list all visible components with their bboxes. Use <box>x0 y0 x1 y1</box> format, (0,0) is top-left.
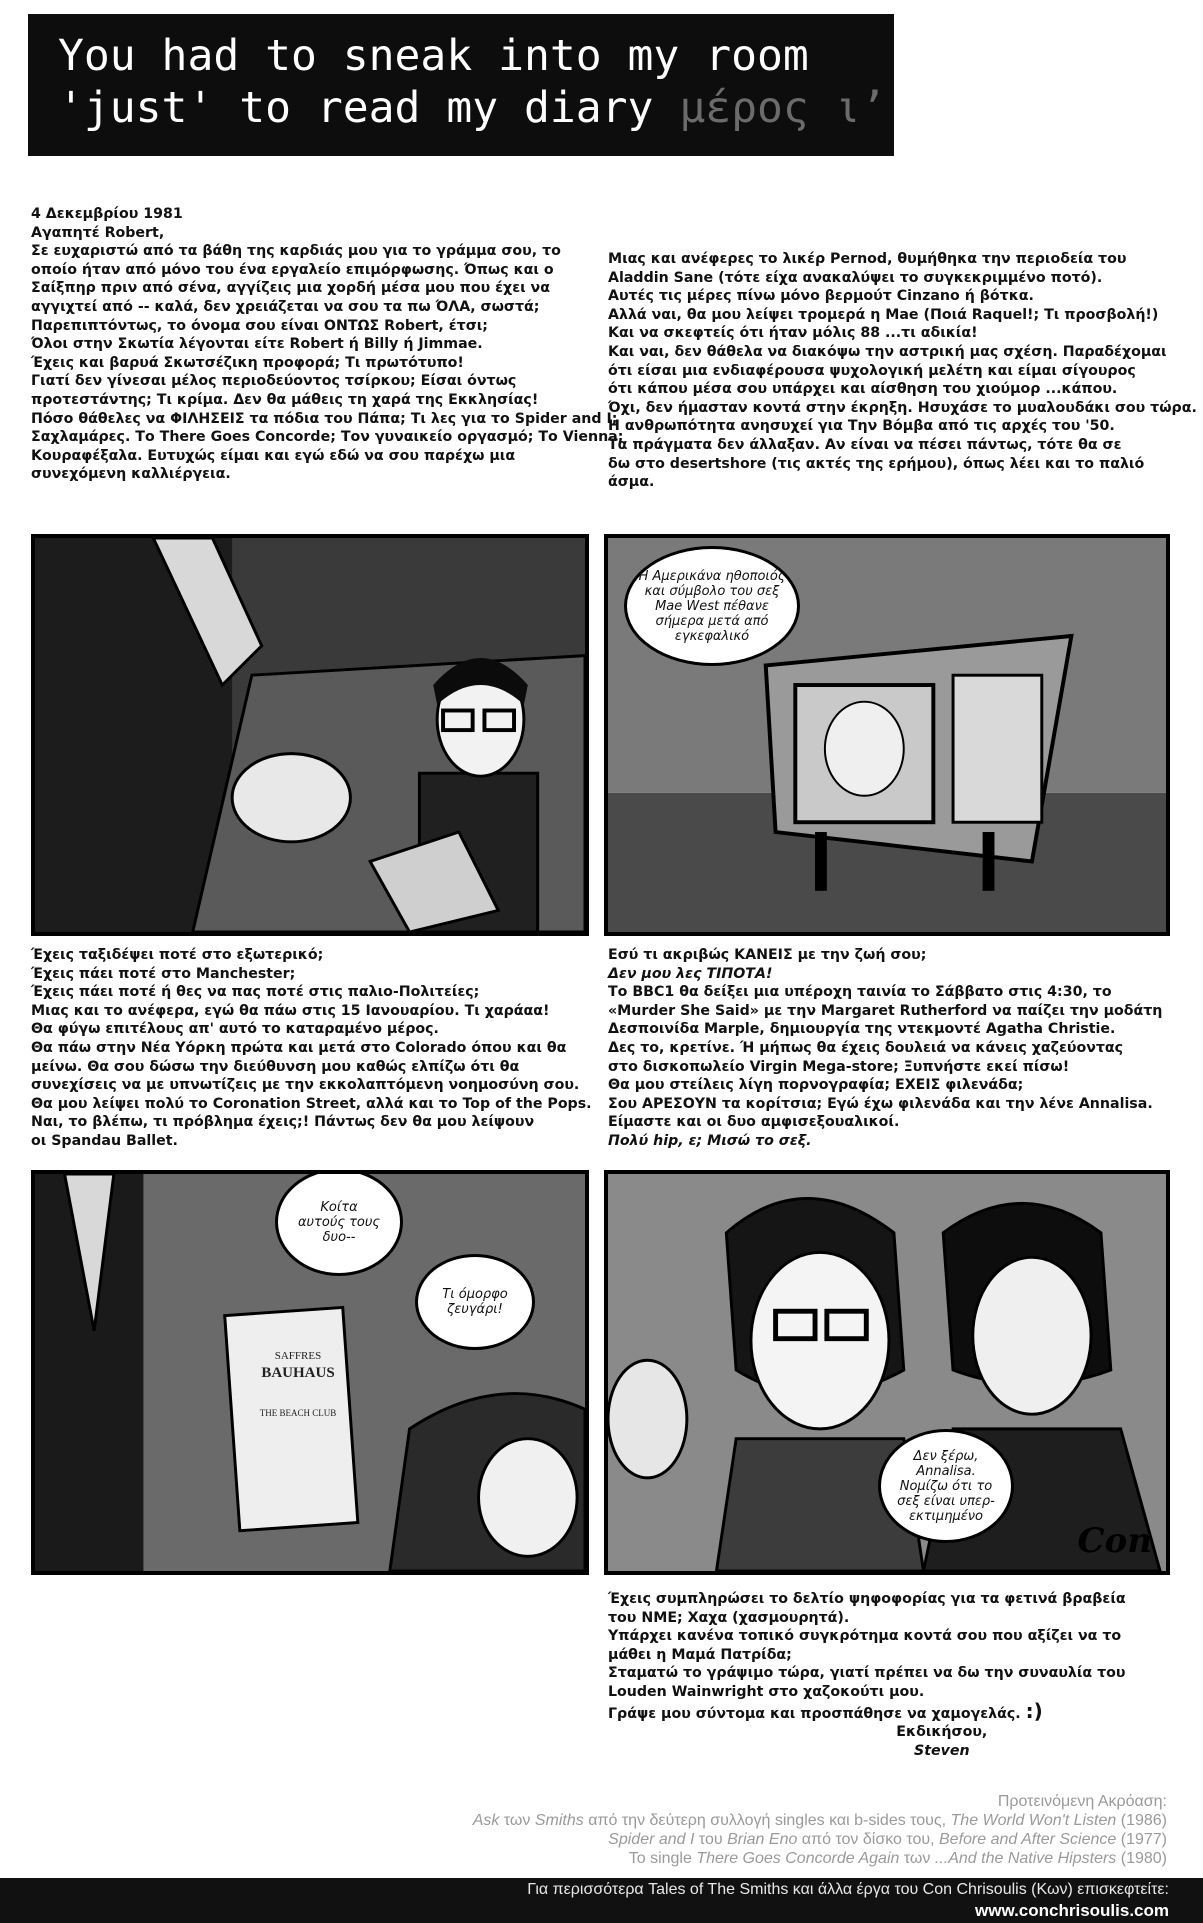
letter-line: Δες το, κρετίνε. Ή μήπως θα έχεις δουλειά να κάνεις χαζεύοντας <box>608 1039 1124 1056</box>
letter-line: Σου ΑΡΕΣΟΥΝ τα κορίτσια; Εγώ έχω φιλενάδα και την λένε Annalisa. <box>608 1095 1153 1112</box>
rec-artist: Smiths <box>534 1812 584 1829</box>
rec-text: από την δεύτερη συλλογή singles και b-sides τους, <box>583 1812 951 1829</box>
letter-line: Σαίξπηρ πριν από σένα, αγγίζεις μια χορδή μέσα μου που έχει να <box>31 280 550 297</box>
letter-line: συνεχίσεις να με υπνωτίζεις με την εκκολαπτόμενη νοημοσύνη σου. <box>31 1077 580 1094</box>
letter-line: συνεχόμενη καλλιέργεια. <box>31 466 231 483</box>
letter-line: Ναι, το βλέπω, τι πρόβλημα έχεις;! Πάντως δεν θα μου λείψουν <box>31 1114 535 1131</box>
speech-balloon-couple-text: Τι όμορφο ζευγάρι! <box>442 1287 508 1317</box>
rec-song: There Goes Concorde Again <box>696 1850 900 1867</box>
letter-line: Όχι, δεν ήμασταν κοντά στην έκρηξη. Ησυχάσε το μυαλουδάκι σου τώρα. <box>608 399 1197 416</box>
letter-line: Εσύ τι ακριβώς ΚΑΝΕΙΣ με την ζωή σου; <box>608 947 927 963</box>
letter-line: Θα φύγω επιτέλους απ' αυτό το καταραμένο μέρος. <box>31 1021 439 1038</box>
letter-line: ότι είσαι μια ενδιαφέρουσα ψυχολογική μελέτη και είμαι σίγουρος <box>608 362 1136 379</box>
letter-line: μάθει η Μαμά Πατρίδα; <box>608 1646 792 1663</box>
rec-song: Spider and I <box>608 1831 695 1848</box>
letter-line: οι Spandau Ballet. <box>31 1132 178 1149</box>
letter-line: Κουραφέξαλα. Ευτυχώς είμαι και εγώ εδώ να σου παρέχω μια <box>31 447 516 464</box>
letter-line: Όλοι στην Σκωτία λέγονται είτε Robert ή Billy ή Jimmae. <box>31 336 483 353</box>
recommended-listening-heading: Προτεινόμενη Ακρόαση: <box>997 1793 1167 1810</box>
letter-line: Πολύ hip, ε; Μισώ το σεξ. <box>608 1132 812 1149</box>
letter-line: Θα μου λείψει πολύ το Coronation Street, αλλά και το Top of the Pops. <box>31 1095 592 1112</box>
rec-artist: Brian Eno <box>727 1831 798 1848</box>
letter-line: Θα πάω στην Νέα Υόρκη πρώτα και μετά στο Colorado όπου και θα <box>31 1039 567 1056</box>
letter-line: Μιας και ανέφερες το λικέρ Pernod, θυμήθηκα την περιοδεία του <box>608 251 1127 267</box>
letter-line: προτεστάντης; Τι κρίμα. Δεν θα μάθεις τη χαρά της Εκκλησίας! <box>31 391 539 408</box>
recommended-item <box>473 1830 1167 1849</box>
letter-line: Τα πράγματα δεν άλλαξαν. Αν είναι να πέσει πάντως, τότε θα σε <box>608 436 1122 453</box>
letter-line: δω στο desertshore (τις ακτές της ερήμου), όπως λέει και το παλιό <box>608 455 1145 472</box>
letter-line: ότι κάπου μέσα σου υπάρχει και αίσθηση του χιούμορ ...κάπου. <box>608 381 1118 398</box>
rec-song: Ask <box>472 1812 500 1829</box>
letter-line: «Murder She Said» με την Margaret Rutherford να παίζει την μοδάτη <box>608 1002 1163 1019</box>
rec-text: των <box>499 1812 535 1829</box>
letter-line: Σε ευχαριστώ από τα βάθη της καρδιάς μου για το γράμμα σου, το <box>31 243 561 260</box>
rec-year: (1986) <box>1116 1812 1167 1829</box>
letter-line: Δεν μου λες ΤΙΠΟΤΑ! <box>608 965 773 982</box>
gig-poster <box>243 1349 353 1443</box>
speech-balloon-tv-news <box>624 546 800 666</box>
title-part-number: μέρος ι’ <box>679 83 887 133</box>
letter-line: οποίο ήταν από μόνο του ένα εργαλείο επιμόρφωσης. Όπως και ο <box>31 261 554 278</box>
title-banner <box>28 14 894 156</box>
smiley-face: :) <box>1025 1698 1043 1723</box>
letter-line: Louden Wainwright στο χαζοκούτι μου. <box>608 1683 925 1700</box>
letter-line: Γιατί δεν γίνεσαι μέλος περιοδεύοντος τσίρκου; Είσαι όντως <box>31 373 517 390</box>
letter-line: Έχεις πάει ποτέ ή θες να πας ποτέ στις παλιο-Πολιτείες; <box>31 984 480 1001</box>
letter-line: Αυτές τις μέρες πίνω μόνο βερμούτ Cinzano ή βότκα. <box>608 288 1034 305</box>
letter-text-mid-right <box>608 946 1162 1151</box>
speech-balloon-dont-know-text: Δεν ξέρω, Annalisa. Νομίζω ότι το σεξ είναι υπερ- εκτιμημένο <box>897 1448 995 1524</box>
letter-line: Έχεις και βαρυά Σκωτσέζικη προφορά; Τι πρωτότυπο! <box>31 354 464 371</box>
speech-balloon-tv-news-text: Η Αμερικάνα ηθοποιός και σύμβολο του σεξ Mae West πέθανε σήμερα μετά από εγκεφαλικό <box>638 568 786 644</box>
letter-line: αγγιχτεί από -- καλά, δεν χρειάζεται να σου τα πω ΌΛΑ, σωστά; <box>31 298 540 315</box>
artist-signature: Con <box>1077 1521 1152 1561</box>
gig-poster-line-1: SAFFRES <box>274 1350 322 1362</box>
letter-sign-off: Εκδικήσου, <box>896 1724 988 1741</box>
letter-line: Είμαστε και οι δυο αμφισεξουαλικοί. <box>608 1114 900 1131</box>
title-line-2 <box>58 82 887 134</box>
letter-line: Θα μου στείλεις λίγη πορνογραφία; ΕΧΕΙΣ φιλενάδα; <box>608 1077 1024 1094</box>
rec-year: (1980) <box>1116 1850 1167 1867</box>
gig-poster-line-2: BAUHAUS <box>261 1365 335 1381</box>
footer-credits-text: Για περισσότερα Tales of The Smiths και άλλα έργα του Con Chrisoulis (Κων) επισκεφτείτε: <box>527 1881 1169 1898</box>
recommended-item <box>473 1811 1167 1830</box>
letter-line: Και ναι, δεν θάθελα να διακόψω την αστρική μας σχέση. Παραδέχομαι <box>608 343 1167 360</box>
letter-line: Δεσποινίδα Marple, δημιουργία της ντεκμοντέ Agatha Christie. <box>608 1021 1116 1038</box>
rec-album: The World Won't Listen <box>950 1812 1117 1829</box>
letter-line: Παρεπιπτόντως, το όνομα σου είναι ΟΝΤΩΣ Robert, έτσι; <box>31 317 488 334</box>
letter-text-mid-left <box>31 946 592 1151</box>
letter-line: Έχεις συμπληρώσει το δελτίο ψηφοφορίας για τα φετινά βραβεία <box>608 1591 1126 1607</box>
letter-line: Σαχλαμάρες. Το There Goes Concorde; Τον γυναικείο οργασμό; Το Vienna; <box>31 429 624 446</box>
rec-text: του <box>694 1831 728 1848</box>
letter-line: Σταματώ το γράψιμο τώρα, γιατί πρέπει να δω την συναυλία του <box>608 1665 1126 1682</box>
rec-year: (1977) <box>1116 1831 1167 1848</box>
letter-line: Aladdin Sane (τότε είχα ανακαλύψει το συγκεκριμμένο ποτό). <box>608 269 1103 286</box>
letter-line: Και να σκεφτείς ότι ήταν μόλις 88 ...τι αδικία! <box>608 325 978 342</box>
letter-line: του NME; Χαχα (χασμουρητά). <box>608 1609 850 1626</box>
comic-panel-couple <box>604 1170 1170 1575</box>
letter-text-top-left <box>31 205 623 484</box>
speech-balloon-couple <box>415 1254 535 1350</box>
letter-line: άσμα. <box>608 474 655 491</box>
recommended-listening <box>473 1792 1167 1868</box>
title-line-1: You had to sneak into my room <box>58 31 809 81</box>
letter-line: Έχεις ταξιδέψει ποτέ στο εξωτερικό; <box>31 947 324 963</box>
gig-poster-line-3: THE BEACH CLUB <box>259 1408 337 1418</box>
rec-artist: ...And the Native Hipsters <box>934 1850 1117 1867</box>
letter-text-top-right <box>608 250 1197 492</box>
rec-text: των <box>899 1850 935 1867</box>
comic-panel-tv <box>604 534 1170 936</box>
letter-line: Μιας και το ανέφερα, εγώ θα πάω στις 15 Ιανουαρίου. Τι χαράαα! <box>31 1002 550 1019</box>
letter-line: στο δισκοπωλείο Virgin Mega-store; Ξυπνήστε εκεί πίσω! <box>608 1058 1070 1075</box>
letter-line: Η ανθρωπότητα ανησυχεί για Την Βόμβα από τις αρχές του '50. <box>608 418 1115 435</box>
comic-panel-poster-wall <box>31 1170 589 1575</box>
panel-art-boy-reading <box>35 538 585 932</box>
speech-balloon-look-text: Κοίτα αυτούς τους δυο-- <box>297 1199 381 1245</box>
letter-line: Πόσο θάθελες να ΦΙΛΗΣΕΙΣ τα πόδια του Πάπα; Τι λες για το Spider and I; <box>31 410 618 427</box>
letter-line: Υπάρχει κανένα τοπικό συγκρότημα κοντά σου που αξίζει να το <box>608 1628 1122 1645</box>
letter-line: Αγαπητέ Robert, <box>31 224 165 241</box>
title-line-2-text: 'just' to read my diary <box>58 83 654 133</box>
letter-line: Έχεις πάει ποτέ στο Manchester; <box>31 965 296 982</box>
rec-text: To single <box>628 1850 697 1867</box>
speech-balloon-dont-know <box>878 1429 1014 1543</box>
letter-line: Το BBC1 θα δείξει μια υπέροχη ταινία το Σάββατο στις 4:30, το <box>608 984 1112 1001</box>
letter-line <box>608 1698 1126 1724</box>
letter-line: μείνω. Θα σου δώσω την διεύθυνση μου καθώς ελπίζω ότι θα <box>31 1058 520 1075</box>
rec-album: Before and After Science <box>939 1831 1117 1848</box>
footer-credits-bar <box>0 1878 1203 1923</box>
recommended-item <box>473 1849 1167 1868</box>
letter-text-bottom-right <box>608 1590 1126 1760</box>
speech-balloon-look <box>275 1170 403 1276</box>
footer-website-link[interactable]: www.conchrisoulis.com <box>975 1901 1169 1920</box>
rec-text: από τον δίσκο του, <box>797 1831 939 1848</box>
letter-line: 4 Δεκεμβρίου 1981 <box>31 206 183 222</box>
comic-panel-boy-reading <box>31 534 589 936</box>
letter-line: Αλλά ναι, θα μου λείψει τρομερά η Mae (Ποιά Raquel!; Τι προσβολή!) <box>608 306 1159 323</box>
letter-signature-name: Steven <box>914 1742 970 1759</box>
letter-closing-line: Γράψε μου σύντομα και προσπάθησε να χαμογελάς. <box>608 1705 1021 1722</box>
